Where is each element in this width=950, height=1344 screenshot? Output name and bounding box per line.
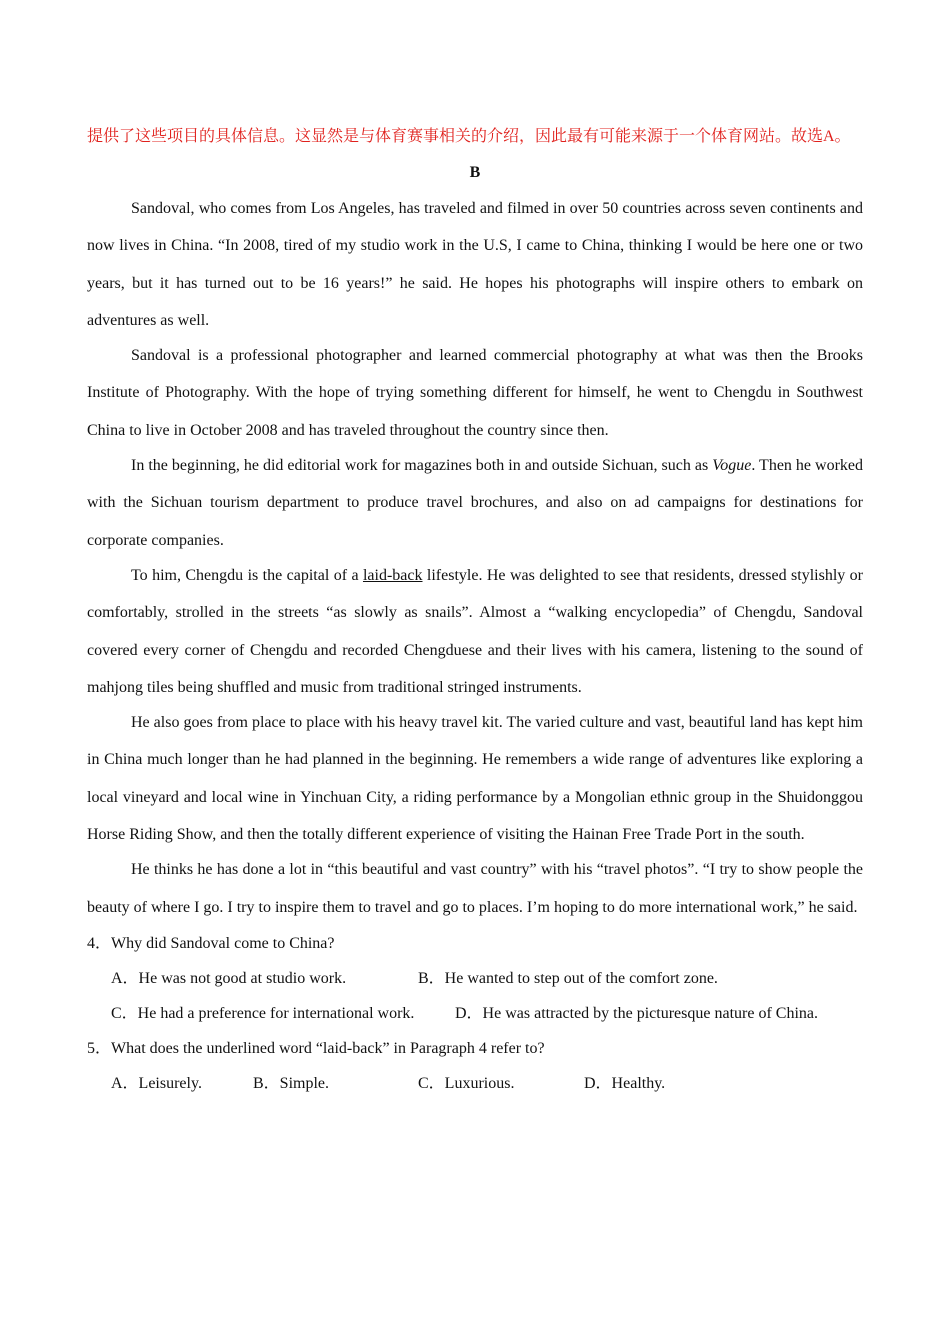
- question-5-option-b: B．Simple.: [253, 1074, 330, 1092]
- document-page: [87, 118, 863, 1101]
- question-5-option-c: C．Luxurious.: [418, 1074, 515, 1092]
- question-5-stem: 5．What does the underlined word “laid-back” in Paragraph 4 refer to?: [87, 1039, 545, 1057]
- paragraph-4-text-end: lifestyle. He was delighted to see that residents, dressed stylishly or comfortably, strolled in the streets “as slowly as snails”. Almost a “walking encyclopedia” of Chengdu, Sandoval covered every corner of Chengdu and recorded Chengduese and their lives with his camera, listening to the sound of mahjong tiles being shuffled and music from traditional stringed instruments.: [87, 566, 864, 696]
- question-4-options-row-1: [87, 961, 863, 996]
- paragraph-3: [87, 447, 863, 559]
- question-5-option-d: D．Healthy.: [584, 1074, 666, 1092]
- question-5-option-a: A．Leisurely.: [111, 1074, 202, 1092]
- section-heading: B: [469, 164, 481, 181]
- question-4-stem: 4．Why did Sandoval come to China?: [87, 934, 335, 952]
- paragraph-1: Sandoval, who comes from Los Angeles, has traveled and filmed in over 50 countries across seven continents and now lives in China. “In 2008, tired of my studio work in the U.S, I came to China, thinking I would be here one or two years, but it has turned out to be 16 years!” he said. He hopes his photographs will inspire others to embark on adventures as well.: [87, 200, 863, 329]
- question-5-options: [87, 1066, 863, 1101]
- question-4-option-c: C．He had a preference for international work.: [111, 1004, 415, 1022]
- question-4-options-row-2: [87, 996, 863, 1031]
- answer-explanation: 提供了这些项目的具体信息。这显然是与体育赛事相关的介绍，因此最有可能来源于一个体育网站。故选A。: [87, 128, 851, 145]
- question-4-option-a: A．He was not good at studio work.: [111, 969, 347, 987]
- question-4-option-b: B．He wanted to step out of the comfort zone.: [418, 969, 718, 987]
- underlined-word: laid-back: [362, 566, 423, 584]
- paragraph-6: He thinks he has done a lot in “this beautiful and vast country” with his “travel photos”. “I try to show people the beauty of where I go. I try to inspire them to travel and go to places. I’m hoping to do more international work,” he said.: [87, 861, 863, 916]
- magazine-title: Vogue: [712, 457, 752, 475]
- paragraph-3-text-end: . Then he worked with the Sichuan tourism department to produce travel brochures, and also on ad campaigns for destinations for corporate companies.: [87, 457, 864, 549]
- paragraph-2: Sandoval is a professional photographer and learned commercial photography at what was then the Brooks Institute of Photography. With the hope of trying something different for himself, he went to Chengdu in Southwest China to live in October 2008 and has traveled throughout the country since then.: [87, 347, 863, 439]
- paragraph-4: [87, 557, 863, 706]
- question-4-option-d: D．He was attracted by the picturesque nature of China.: [455, 1004, 818, 1022]
- paragraph-3-text-start: In the beginning, he did editorial work for magazines both in and outside Sichuan, such as: [131, 457, 713, 475]
- paragraph-4-text-start: To him, Chengdu is the capital of a: [131, 566, 363, 584]
- paragraph-5: He also goes from place to place with his heavy travel kit. The varied culture and vast, beautiful land has kept him in China much longer than he had planned in the beginning. He remembers a wide range of adventures like exploring a local vineyard and local wine in Yinchuan City, a riding performance by a Mongolian ethnic group in the Shuidonggou Horse Riding Show, and then the totally different experience of visiting the Hainan Free Trade Port in the south.: [87, 714, 863, 844]
